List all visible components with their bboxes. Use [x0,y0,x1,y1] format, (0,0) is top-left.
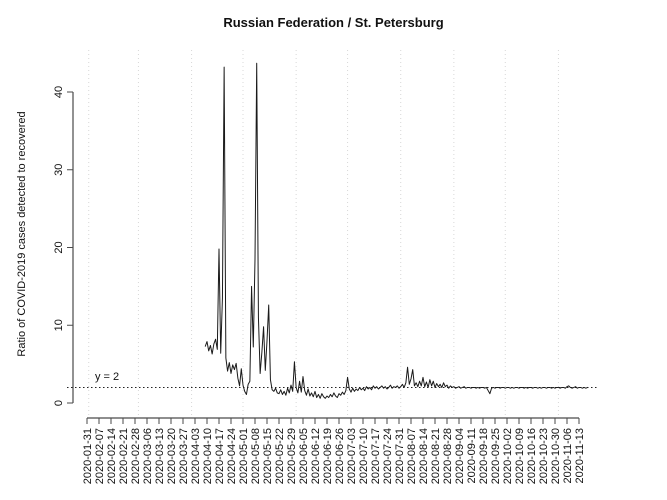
x-tick-label: 2020-04-24 [226,428,238,485]
x-tick-label: 2020-07-24 [382,428,394,485]
x-tick-label: 2020-03-20 [166,428,178,485]
x-tick-label: 2020-02-28 [130,428,142,485]
x-tick-label: 2020-02-07 [94,428,106,485]
x-tick-label: 2020-08-28 [442,428,454,485]
x-tick-label: 2020-05-29 [286,428,298,485]
x-tick-label: 2020-05-08 [250,428,262,485]
series-line [205,63,587,398]
x-tick-label: 2020-06-05 [298,428,310,485]
x-tick-label: 2020-04-17 [214,428,226,485]
x-tick-label: 2020-04-03 [190,428,202,485]
x-tick-label: 2020-06-12 [310,428,322,485]
y-tick-label: 40 [53,85,65,99]
x-tick-label: 2020-02-21 [118,428,130,485]
x-tick-label: 2020-11-06 [562,428,574,484]
x-tick-label: 2020-05-22 [274,428,286,485]
x-tick-label: 2020-05-01 [238,428,250,485]
y-tick-label: 20 [53,241,65,254]
x-tick-label: 2020-09-25 [490,428,502,485]
x-tick-label: 2020-10-23 [538,428,550,485]
x-tick-label: 2020-03-27 [178,428,190,485]
x-tick-label: 2020-08-14 [418,428,430,485]
x-tick-label: 2020-07-10 [358,428,370,485]
x-tick-label: 2020-10-02 [502,428,514,485]
chart-title: Russian Federation / St. Petersburg [223,15,444,30]
x-tick-label: 2020-05-15 [262,428,274,485]
x-tick-label: 2020-03-06 [142,428,154,485]
x-tick-label: 2020-10-16 [526,428,538,485]
x-tick-label: 2020-10-09 [514,428,526,485]
x-tick-label: 2020-09-18 [478,428,490,485]
x-tick-label: 2020-02-14 [106,428,118,485]
y-axis-title: Ratio of COVID-2019 cases detected to recovered [16,111,28,357]
x-tick-label: 2020-08-07 [406,428,418,485]
x-tick-label: 2020-06-19 [322,428,334,485]
x-tick-label: 2020-01-31 [82,428,94,485]
y-tick-label: 0 [53,399,65,407]
y-tick-label: 30 [53,163,65,176]
x-tick-label: 2020-07-31 [394,428,406,485]
x-tick-label: 2020-10-30 [550,428,562,485]
x-tick-label: 2020-03-13 [154,428,166,485]
x-tick-label: 2020-06-26 [334,428,346,485]
x-tick-label: 2020-07-17 [370,428,382,485]
x-tick-label: 2020-04-10 [202,428,214,485]
x-tick-label: 2020-11-13 [574,428,586,484]
x-tick-label: 2020-07-03 [346,428,358,485]
y-tick-label: 10 [53,319,65,332]
x-tick-label: 2020-08-21 [430,428,442,485]
reference-line-label: y = 2 [95,371,120,383]
x-tick-label: 2020-09-11 [466,428,478,484]
x-tick-label: 2020-09-04 [454,428,466,485]
